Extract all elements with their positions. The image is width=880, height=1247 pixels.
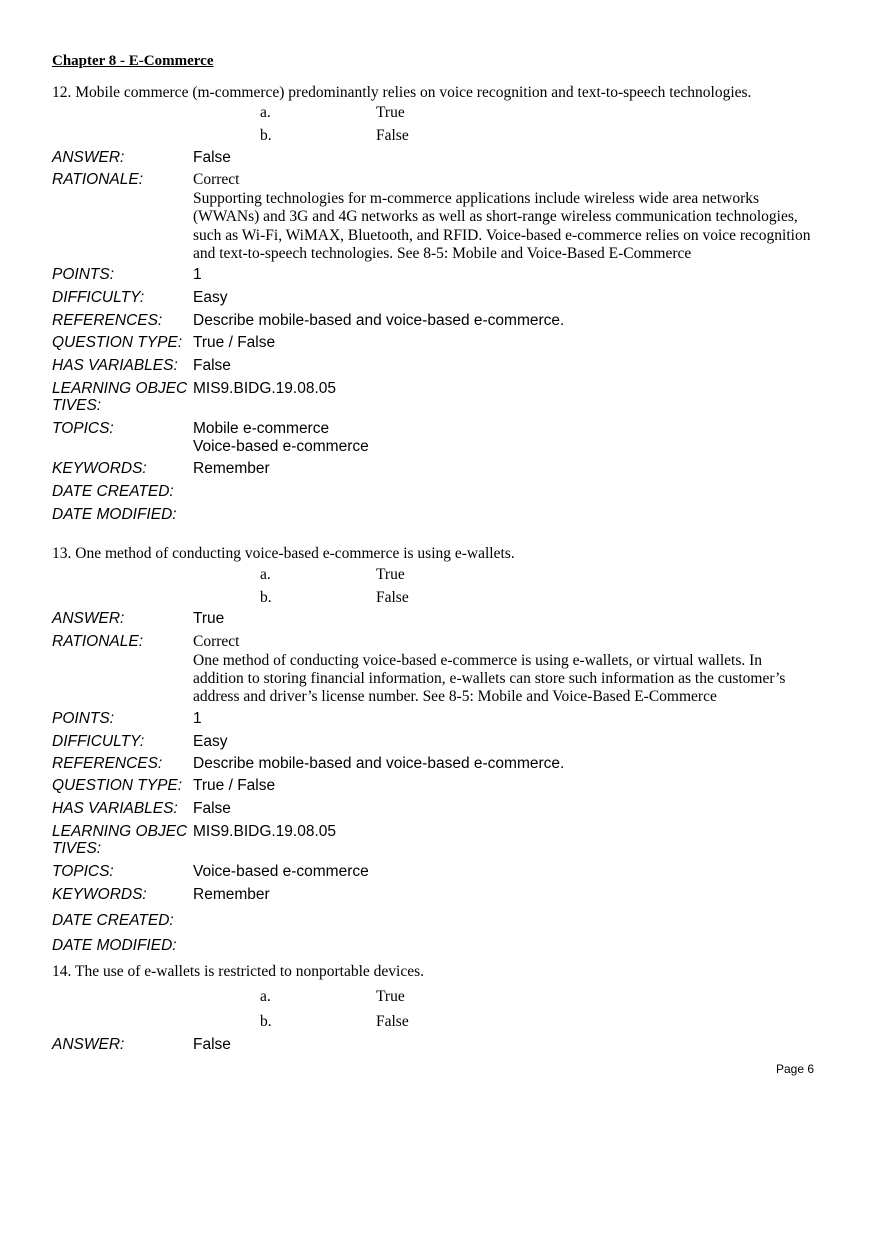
q13-learning-objectives-label-1: LEARNING OBJEC [52,823,188,840]
q12-rationale-line-4: and text-to-speech technologies. See 8-5: Mobile and Voice-Based E-Commerce [193,245,692,262]
q12-question-type-label: QUESTION TYPE: [52,334,183,351]
q13-option-b-letter: b. [260,589,272,606]
q13-references-value: Describe mobile-based and voice-based e-commerce. [193,755,565,772]
q12-points-label: POINTS: [52,266,115,283]
q13-has-variables-value: False [193,800,231,817]
q12-topic-1: Mobile e-commerce [193,420,330,437]
q12-option-a-letter: a. [260,104,271,121]
q12-keywords-value: Remember [193,460,270,477]
q13-keywords-value: Remember [193,886,270,903]
q14-answer-label: ANSWER: [52,1036,125,1053]
page-number: Page 6 [776,1062,815,1076]
q13-references-label: REFERENCES: [52,755,163,772]
q12-option-a-text: True [376,104,405,121]
q12-topic-2: Voice-based e-commerce [193,438,369,455]
q12-points-value: 1 [193,266,202,283]
q13-difficulty-label: DIFFICULTY: [52,733,145,750]
q12-difficulty-value: Easy [193,289,228,306]
q13-difficulty-value: Easy [193,733,228,750]
q13-keywords-label: KEYWORDS: [52,886,147,903]
q13-points-label: POINTS: [52,710,115,727]
q12-keywords-label: KEYWORDS: [52,460,147,477]
q13-rationale-label: RATIONALE: [52,633,144,650]
q13-question-type-value: True / False [193,777,276,794]
q13-has-variables-label: HAS VARIABLES: [52,800,178,817]
q12-rationale-line-2: (WWANs) and 3G and 4G networks as well as short-range wireless communication technologies, [193,208,798,225]
q14-option-b-text: False [376,1013,409,1030]
q12-rationale-line-3: such as Wi-Fi, WiMAX, Bluetooth, and RFID. Voice-based e-commerce relies on voice recognition [193,227,811,244]
q12-references-value: Describe mobile-based and voice-based e-commerce. [193,312,565,329]
q14-option-a-text: True [376,988,405,1005]
q13-answer-value: True [193,610,225,627]
q14-answer-value: False [193,1036,231,1053]
q12-answer-value: False [193,149,231,166]
q13-option-a-text: True [376,566,405,583]
question-13-stem: 13. One method of conducting voice-based e-commerce is using e-wallets. [52,545,515,562]
q13-option-b-text: False [376,589,409,606]
q13-rationale-line-2: addition to storing financial information, e-wallets can store such information as the customer’s [193,670,786,687]
q13-points-value: 1 [193,710,202,727]
q13-rationale-line-1: One method of conducting voice-based e-commerce is using e-wallets, or virtual wallets. In [193,652,763,669]
q12-rationale-label: RATIONALE: [52,171,144,188]
q12-difficulty-label: DIFFICULTY: [52,289,145,306]
question-14-stem: 14. The use of e-wallets is restricted to nonportable devices. [52,963,425,980]
q12-references-label: REFERENCES: [52,312,163,329]
q13-learning-objectives-label-2: TIVES: [52,840,102,857]
q12-option-b-text: False [376,127,409,144]
q12-learning-objectives-label-2: TIVES: [52,397,102,414]
q13-answer-label: ANSWER: [52,610,125,627]
question-12-stem: 12. Mobile commerce (m-commerce) predominantly relies on voice recognition and text-to-speech technologies. [52,84,752,101]
q12-rationale-head: Correct [193,171,240,188]
q13-topics-label: TOPICS: [52,863,114,880]
q12-date-created-label: DATE CREATED: [52,483,174,500]
q13-rationale-head: Correct [193,633,240,650]
q13-topic-1: Voice-based e-commerce [193,863,369,880]
q13-date-modified-label: DATE MODIFIED: [52,937,177,954]
q13-question-type-label: QUESTION TYPE: [52,777,183,794]
q13-option-a-letter: a. [260,566,271,583]
q12-question-type-value: True / False [193,334,276,351]
q13-rationale-line-3: address and driver’s license number. See 8-5: Mobile and Voice-Based E-Commerce [193,688,717,705]
q12-has-variables-value: False [193,357,231,374]
q12-option-b-letter: b. [260,127,272,144]
q12-rationale-line-1: Supporting technologies for m-commerce applications include wireless wide area networks [193,190,760,207]
q12-topics-label: TOPICS: [52,420,114,437]
chapter-title: Chapter 8 - E-Commerce [52,53,214,69]
q14-option-b-letter: b. [260,1013,272,1030]
q12-answer-label: ANSWER: [52,149,125,166]
q12-learning-objectives-value: MIS9.BIDG.19.08.05 [193,380,337,397]
q13-learning-objectives-value: MIS9.BIDG.19.08.05 [193,823,337,840]
q13-date-created-label: DATE CREATED: [52,912,174,929]
q14-option-a-letter: a. [260,988,271,1005]
q12-has-variables-label: HAS VARIABLES: [52,357,178,374]
q12-date-modified-label: DATE MODIFIED: [52,506,177,523]
q12-learning-objectives-label-1: LEARNING OBJEC [52,380,188,397]
